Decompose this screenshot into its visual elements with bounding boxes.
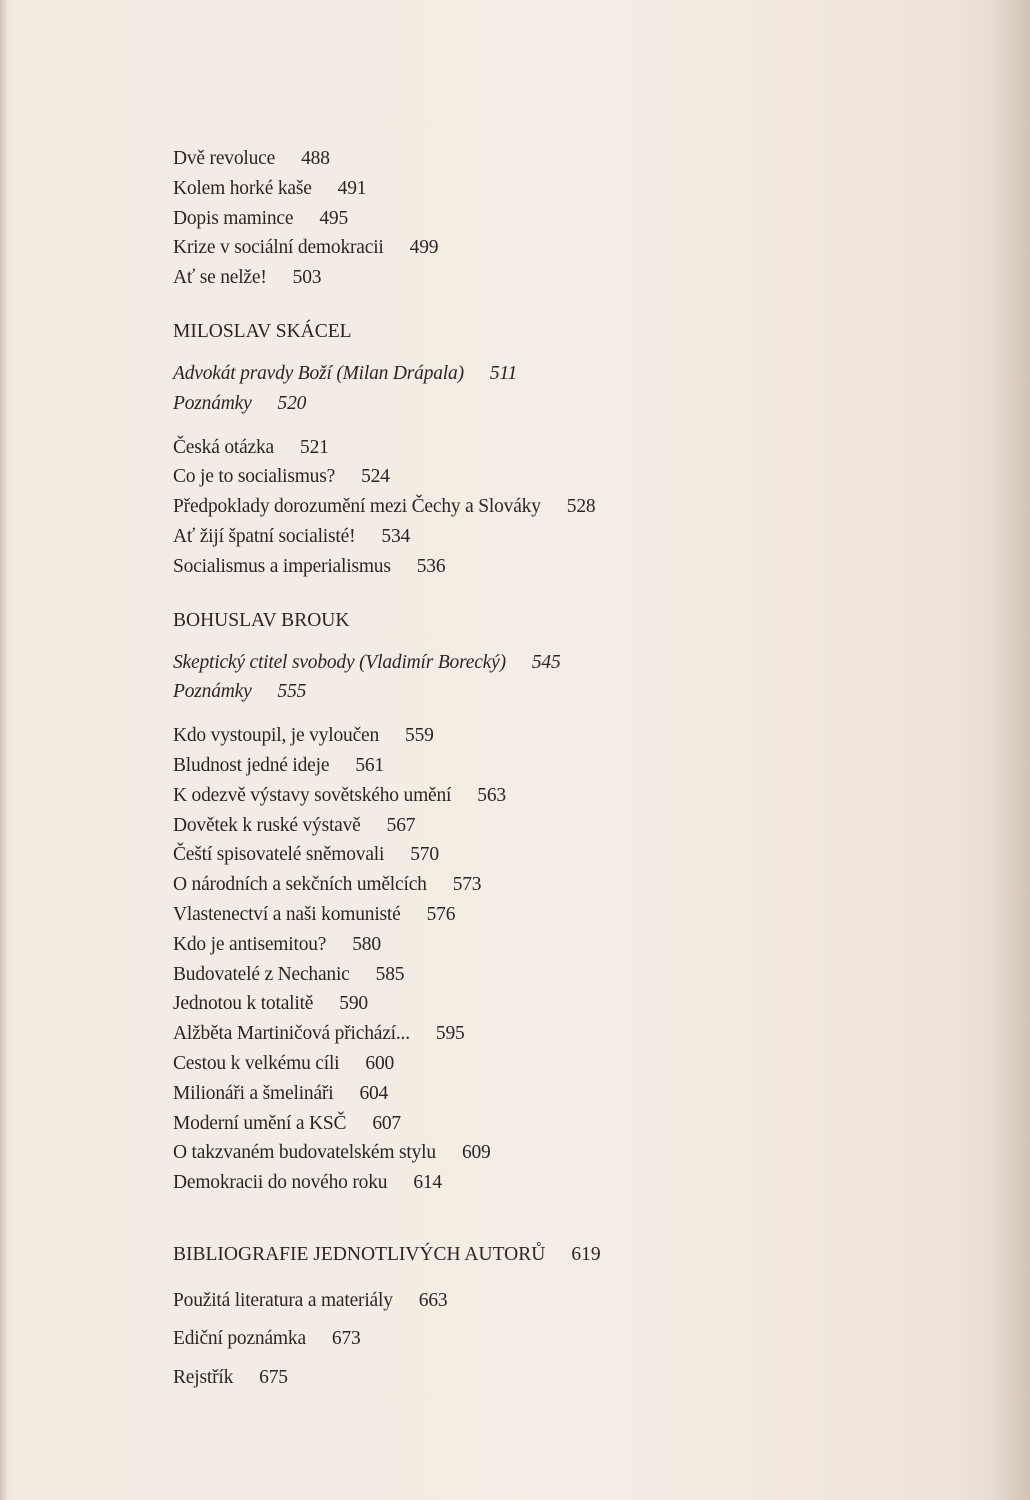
toc-entry (173, 263, 773, 293)
toc-entry-page: 585 (375, 963, 405, 985)
toc-entry-title: Kolem horké kaše (173, 177, 312, 199)
toc-entry (173, 144, 773, 174)
toc-entry (173, 960, 773, 990)
toc-entry (173, 1282, 773, 1321)
toc-entry-page: 559 (405, 725, 434, 747)
toc-entry (173, 840, 773, 870)
toc-entry (173, 1359, 773, 1398)
toc-entry-title: Bludnost jedné ideje (173, 754, 330, 776)
toc-entry (173, 522, 773, 552)
toc-entry-title: Skeptický ctitel svobody (Vladimír Borecký) (173, 651, 506, 673)
toc-entry (173, 1320, 773, 1359)
toc-entry-title: Kdo je antisemitou? (173, 933, 327, 955)
toc-entry (173, 721, 773, 751)
toc-entry (173, 492, 773, 522)
toc-entry-title: Co je to socialismus? (173, 466, 336, 488)
toc-entry-page: 609 (461, 1142, 491, 1164)
toc-entry-title: Alžběta Martiničová přichází... (173, 1023, 410, 1045)
toc-entry-page: 545 (531, 651, 561, 673)
toc-entry-title: Ediční poznámka (173, 1328, 306, 1350)
toc-entry-page: 499 (409, 237, 439, 259)
toc-entry-title: Předpoklady dorozumění mezi Čechy a Slováky (173, 496, 541, 518)
toc-entry-title: Budovatelé z Nechanic (173, 963, 350, 985)
toc-entry-page: 555 (277, 681, 307, 703)
toc-entry-page: 503 (292, 267, 322, 289)
page-edge-shadow (990, 0, 1030, 1500)
toc-entry-title: Socialismus a imperialismus (173, 555, 391, 577)
toc-entry-title: Česká otázka (173, 436, 275, 458)
toc-entry-title: Jednotou k totalitě (173, 993, 314, 1015)
toc-entry-title: Poznámky (173, 392, 252, 414)
toc-entry-title: Dovětek k ruské výstavě (173, 814, 361, 836)
toc-entry-page: 488 (301, 148, 330, 169)
toc-entry-title: Vlastenectví a naši komunisté (173, 903, 401, 925)
toc-entry-page: 536 (416, 555, 446, 577)
toc-entry-page: 521 (300, 436, 329, 458)
toc-entry (173, 1079, 773, 1109)
toc-entry-title: Dopis mamince (173, 207, 294, 229)
toc-entry-page: 495 (319, 207, 348, 229)
toc-entry-title: Ať žijí špatní socialisté! (173, 525, 356, 547)
toc-entry (173, 204, 773, 234)
toc-entry-title: Moderní umění a KSČ (173, 1112, 347, 1134)
toc-entry-page: 561 (355, 754, 384, 776)
toc-entry-page: 663 (418, 1289, 448, 1311)
toc-entry-title: Rejstřík (173, 1366, 234, 1388)
toc-entry (173, 900, 773, 930)
toc-entry-page: 524 (361, 466, 390, 488)
toc-entry-page: 614 (413, 1172, 442, 1194)
toc-group-brouk-intro (173, 648, 773, 708)
toc-entry-title: O národních a sekčních umělcích (173, 874, 427, 896)
toc-entry-page: 595 (435, 1023, 465, 1045)
toc-entry (173, 359, 773, 389)
toc-group-skacel-intro (173, 359, 773, 419)
toc-entry-title: Čeští spisovatelé sněmovali (173, 844, 385, 866)
toc-entry-title: Ať se nelže! (173, 267, 267, 289)
toc-entry (173, 930, 773, 960)
toc-entry (173, 751, 773, 781)
toc-entry-page: 567 (386, 814, 416, 836)
toc-entry-page: 590 (339, 993, 368, 1015)
toc-entry-title: Použitá literatura a materiály (173, 1289, 393, 1311)
toc-entry (173, 462, 773, 492)
section-heading-skacel: MILOSLAV SKÁCEL (173, 320, 352, 342)
page-gutter-shadow (0, 0, 8, 1500)
toc-entry (173, 233, 773, 263)
toc-entry-title: Demokracii do nového roku (173, 1172, 388, 1194)
toc-entry (173, 811, 773, 841)
toc-entry-page: 491 (337, 177, 367, 199)
table-of-contents (173, 144, 773, 1397)
toc-entry (173, 1109, 773, 1139)
toc-entry (173, 781, 773, 811)
toc-entry-page: 604 (359, 1082, 389, 1104)
toc-entry (173, 989, 773, 1019)
toc-entry-title: K odezvě výstavy sovětského umění (173, 784, 452, 806)
toc-entry-bibliography (173, 1238, 773, 1272)
toc-entry (173, 433, 773, 463)
section-heading-brouk: BOHUSLAV BROUK (173, 609, 350, 631)
toc-entry-page: 563 (477, 784, 506, 806)
toc-entry-page: 673 (331, 1328, 361, 1350)
toc-entry-page: 675 (259, 1366, 288, 1388)
toc-entry (173, 1049, 773, 1079)
toc-entry-title: Dvě revoluce (173, 148, 276, 169)
toc-entry-page: 573 (452, 874, 482, 896)
toc-entry-page: 534 (381, 525, 411, 547)
toc-entry-title: Milionáři a šmelináři (173, 1082, 334, 1104)
toc-entry-title: Advokát pravdy Boží (Milan Drápala) (173, 362, 464, 384)
toc-group-skacel-entries (173, 433, 773, 582)
toc-entry-page: 619 (571, 1243, 601, 1265)
toc-entry (173, 870, 773, 900)
toc-entry (173, 648, 773, 678)
toc-entry-page: 570 (410, 844, 439, 866)
toc-group-back-matter (173, 1282, 773, 1398)
toc-entry-page: 576 (426, 903, 456, 925)
toc-entry-title: Poznámky (173, 681, 252, 703)
toc-entry (173, 174, 773, 204)
toc-entry-title: BIBLIOGRAFIE JEDNOTLIVÝCH AUTORŮ (173, 1243, 546, 1265)
toc-entry (173, 1138, 773, 1168)
toc-entry-page: 607 (372, 1112, 401, 1134)
toc-entry (173, 677, 773, 707)
toc-entry-page: 528 (566, 496, 596, 518)
toc-entry (173, 1019, 773, 1049)
toc-entry-page: 511 (489, 362, 518, 384)
toc-group-brouk-entries (173, 721, 773, 1198)
toc-entry-title: Cestou k velkému cíli (173, 1052, 340, 1074)
toc-entry (173, 389, 773, 419)
toc-entry-page: 520 (277, 392, 307, 414)
toc-entry-page: 580 (352, 933, 381, 955)
toc-entry-title: O takzvaném budovatelském stylu (173, 1142, 436, 1164)
toc-entry (173, 1168, 773, 1198)
toc-entry-page: 600 (365, 1052, 395, 1074)
toc-entry (173, 552, 773, 582)
toc-group-first (173, 144, 773, 293)
toc-entry-title: Krize v sociální demokracii (173, 237, 384, 259)
toc-entry-title: Kdo vystoupil, je vyloučen (173, 725, 380, 747)
